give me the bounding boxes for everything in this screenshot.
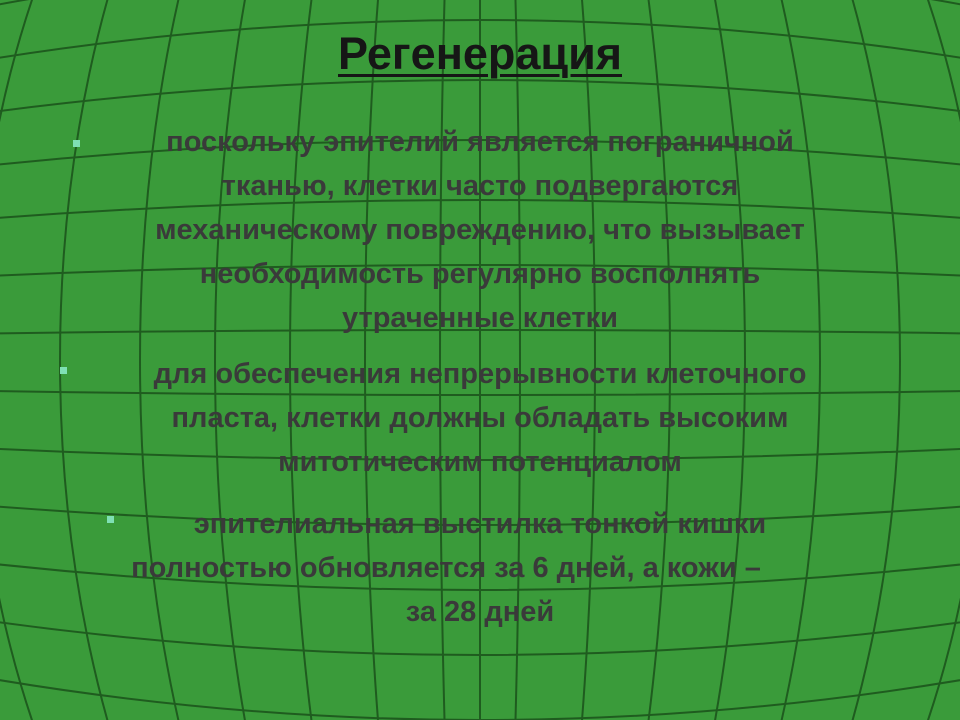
bullet-text-1	[0, 120, 960, 340]
bullet-2-line-3: митотическим потенциалом	[278, 446, 682, 478]
bullet-1-line-5: утраченные клетки	[342, 302, 618, 334]
bullet-3-line-3: за 28 дней	[405, 596, 555, 628]
bullet-3-line-1: эпителиальная выстилка тонкой кишки	[193, 508, 767, 540]
bullet-2-line-1: для обеспечения непрерывности клеточного	[153, 358, 807, 390]
bullet-text-2	[0, 352, 960, 484]
bullet-1-line-2: тканью, клетки часто подвергаются	[221, 170, 739, 202]
bullet-1-line-3: механическому повреждению, что вызывает	[155, 214, 805, 246]
bullet-text-3	[0, 502, 960, 634]
bullet-1-line-4: необходимость регулярно восполнять	[199, 258, 761, 290]
slide-title: Регенерация	[338, 28, 622, 79]
bullet-2-line-2: пласта, клетки должны обладать высоким	[171, 402, 789, 434]
bullet-1-line-1: поскольку эпителий является пограничной	[166, 126, 794, 158]
bullet-3-line-2: полностью обновляется за 6 дней, а кожи –	[131, 552, 761, 584]
